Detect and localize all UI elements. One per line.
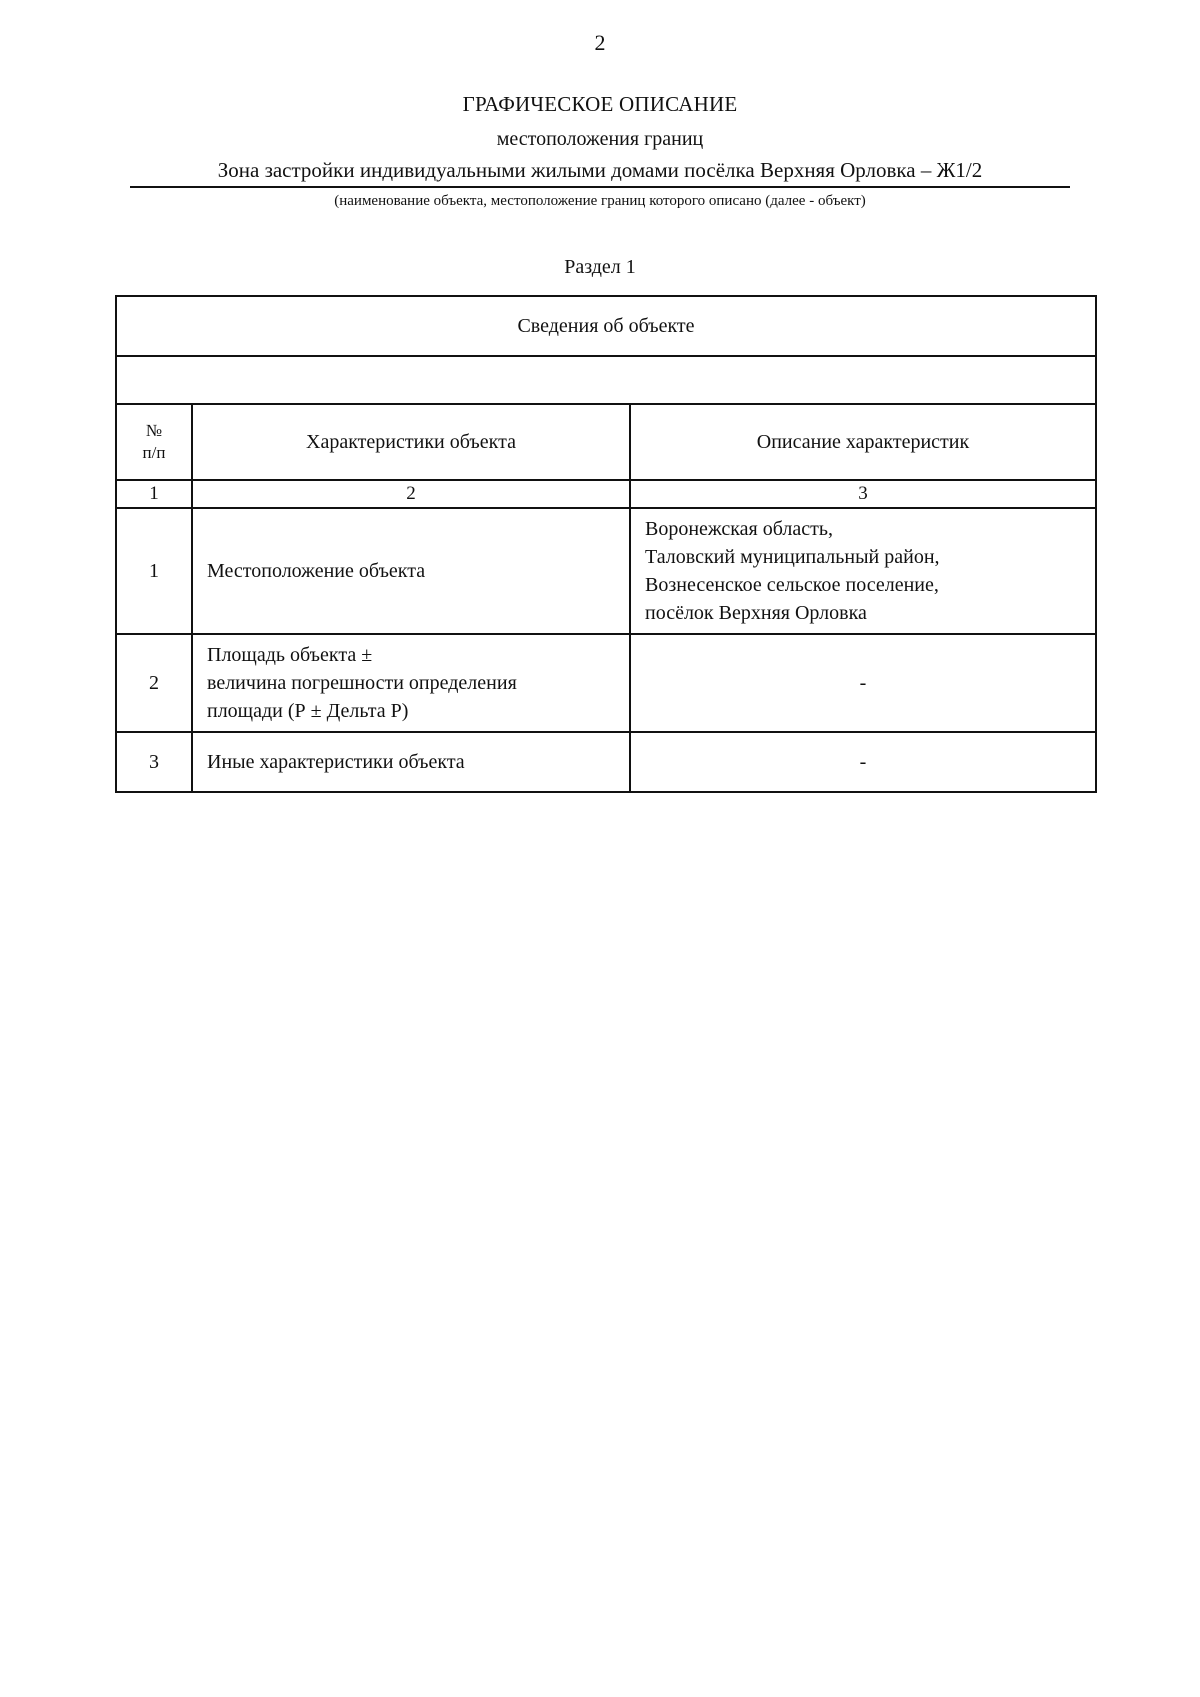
row-description: -	[630, 634, 1096, 732]
description-line: Воронежская область,	[645, 518, 834, 540]
table-empty-row	[116, 356, 1096, 404]
page-number: 2	[594, 30, 606, 55]
document-subtitle: местоположения границ	[496, 128, 704, 150]
header-no-abbrev: п/п	[142, 443, 166, 462]
table-header-row	[116, 404, 1096, 480]
column-number-row	[116, 480, 1096, 508]
row-characteristic	[192, 634, 630, 732]
header-no-symbol: №	[145, 421, 163, 440]
section-label: Раздел 1	[564, 256, 636, 278]
object-info-table	[115, 295, 1097, 793]
row-characteristic: Местоположение объекта	[192, 508, 630, 634]
table-empty-cell	[116, 356, 1096, 404]
description-line: посёлок Верхняя Орловка	[645, 602, 867, 624]
characteristic-line: площади (Р ± Дельта Р)	[207, 700, 409, 722]
row-number: 1	[116, 508, 192, 634]
row-number: 3	[116, 732, 192, 792]
header-no	[116, 404, 192, 480]
object-name: Зона застройки индивидуальными жилыми домами посёлка Верхняя Орловка – Ж1/2	[130, 158, 1070, 188]
description-line: Таловский муниципальный район,	[645, 546, 940, 568]
header-characteristics: Характеристики объекта	[192, 404, 630, 480]
column-number: 3	[630, 480, 1096, 508]
table-row	[116, 634, 1096, 732]
description-line: Вознесенское сельское поселение,	[645, 574, 939, 596]
header-description: Описание характеристик	[630, 404, 1096, 480]
table-title: Сведения об объекте	[116, 296, 1096, 356]
table-row	[116, 732, 1096, 792]
object-name-caption: (наименование объекта, местоположение границ которого описано (далее - объект)	[334, 193, 866, 209]
characteristic-line: Площадь объекта ±	[207, 644, 373, 666]
row-description: -	[630, 732, 1096, 792]
characteristic-line: величина погрешности определения	[207, 672, 517, 694]
row-description	[630, 508, 1096, 634]
table-title-row	[116, 296, 1096, 356]
row-number: 2	[116, 634, 192, 732]
column-number: 1	[116, 480, 192, 508]
row-characteristic: Иные характеристики объекта	[192, 732, 630, 792]
column-number: 2	[192, 480, 630, 508]
table-row	[116, 508, 1096, 634]
document-title: ГРАФИЧЕСКОЕ ОПИСАНИЕ	[462, 92, 738, 116]
